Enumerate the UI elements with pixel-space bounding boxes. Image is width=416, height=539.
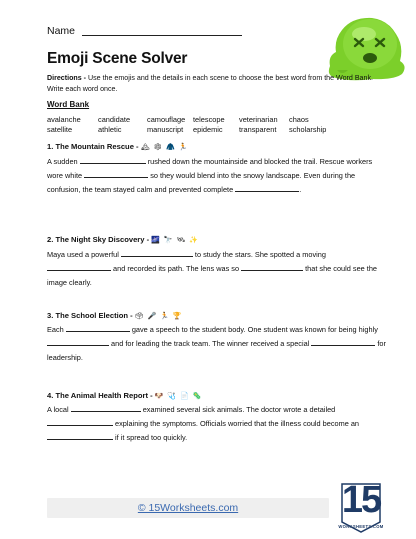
word-bank-title: Word Bank xyxy=(47,100,90,109)
answer-blank[interactable] xyxy=(47,262,111,271)
section-paragraph-animal-health xyxy=(47,403,387,446)
sentence-text: Maya used a powerful xyxy=(47,250,121,259)
sentence-text: rushed down the mountainside and blocked the trail. Rescue workers wore white xyxy=(47,157,373,181)
scene-emojis: 🗳 🎤 🏃 🏆 xyxy=(134,313,183,320)
answer-blank[interactable] xyxy=(241,262,303,271)
word-bank-item: athletic xyxy=(98,125,122,134)
word-bank-item: telescope xyxy=(193,115,225,124)
word-bank-item: manuscript xyxy=(147,125,184,134)
melting-emoji-icon xyxy=(322,6,408,82)
answer-blank[interactable] xyxy=(84,169,148,178)
name-field[interactable] xyxy=(82,35,242,36)
sentence-text: to study the stars. She spotted a moving xyxy=(192,250,326,259)
word-bank-item: avalanche xyxy=(47,115,81,124)
directions xyxy=(47,73,387,94)
sentence-text: A sudden xyxy=(47,157,80,166)
answer-blank[interactable] xyxy=(47,417,113,426)
sentence-text: if it spread too quickly. xyxy=(113,433,188,443)
answer-blank[interactable] xyxy=(71,403,141,412)
sentence-text: A local xyxy=(47,405,71,414)
word-bank-item: candidate xyxy=(98,115,131,124)
section-paragraph-school-election xyxy=(47,323,387,366)
sentence-text: and for leading the track team. The winner received a special xyxy=(109,339,312,349)
sentence-text: examined several sick animals. The doctor wrote a detailed xyxy=(140,405,336,414)
word-bank-item: scholarship xyxy=(289,125,327,134)
footer-copyright-link[interactable] xyxy=(47,502,329,514)
logo-text: WORKSHEETS.COM xyxy=(338,524,384,529)
answer-blank[interactable] xyxy=(80,155,146,164)
answer-blank[interactable] xyxy=(311,337,375,346)
logo-number: 15 xyxy=(341,479,381,521)
section-title: 2. The Night Sky Discovery - xyxy=(47,235,150,244)
sentence-text: and recorded its path. The lens was so xyxy=(111,264,242,274)
section-paragraph-night-sky xyxy=(47,248,387,291)
sentence-text: that she could see the image clearly. xyxy=(47,264,377,288)
section-heading-mountain-rescue xyxy=(47,142,189,151)
word-bank-item: transparent xyxy=(239,125,277,134)
sentence-text: for leadership. xyxy=(47,339,386,363)
scene-emojis: 🌌 🔭 🛰 ✨ xyxy=(151,237,200,244)
word-bank-item: satellite xyxy=(47,125,73,134)
sentence-text: so they would blend into the snowy landscape. Even during the confusion, the team stayed calm and prevented complete xyxy=(47,171,356,195)
answer-blank[interactable] xyxy=(66,323,130,332)
sentence-text: . xyxy=(299,185,302,195)
section-title: 4. The Animal Health Report - xyxy=(47,391,153,400)
copyright-text[interactable]: © 15Worksheets.com xyxy=(137,502,239,514)
answer-blank[interactable] xyxy=(235,183,302,195)
section-title: 3. The School Election - xyxy=(47,311,133,320)
sentence-text: gave a speech to the student body. One student was known for being highly xyxy=(129,325,378,334)
section-title: 1. The Mountain Rescue - xyxy=(47,142,139,151)
page-title: Emoji Scene Solver xyxy=(47,50,188,67)
answer-blank[interactable] xyxy=(121,248,193,257)
word-bank-item: veterinarian xyxy=(239,115,278,124)
name-label: Name xyxy=(47,25,76,37)
section-heading-animal-health xyxy=(47,391,202,400)
scene-emojis: 🐶 🩺 📄 🦠 xyxy=(154,393,203,400)
answer-blank[interactable] xyxy=(47,337,109,346)
sentence-text: Each xyxy=(47,325,66,334)
answer-blank[interactable] xyxy=(47,431,113,440)
section-heading-night-sky xyxy=(47,235,199,244)
section-heading-school-election xyxy=(47,311,183,320)
word-bank-item: camouflage xyxy=(147,115,186,124)
section-paragraph-mountain-rescue xyxy=(47,155,387,198)
sentence-text: explaining the symptoms. Officials worried that the illness could become an xyxy=(113,419,360,429)
word-bank-item: epidemic xyxy=(193,125,223,134)
directions-text: Use the emojis and the details in each scene to choose the best word from the Word Bank. Write each word once. xyxy=(47,74,373,93)
directions-label: Directions - xyxy=(47,74,87,82)
word-bank-item: chaos xyxy=(289,115,309,124)
scene-emojis: 🏔 ❄ 🧥 🏃 xyxy=(140,144,189,151)
